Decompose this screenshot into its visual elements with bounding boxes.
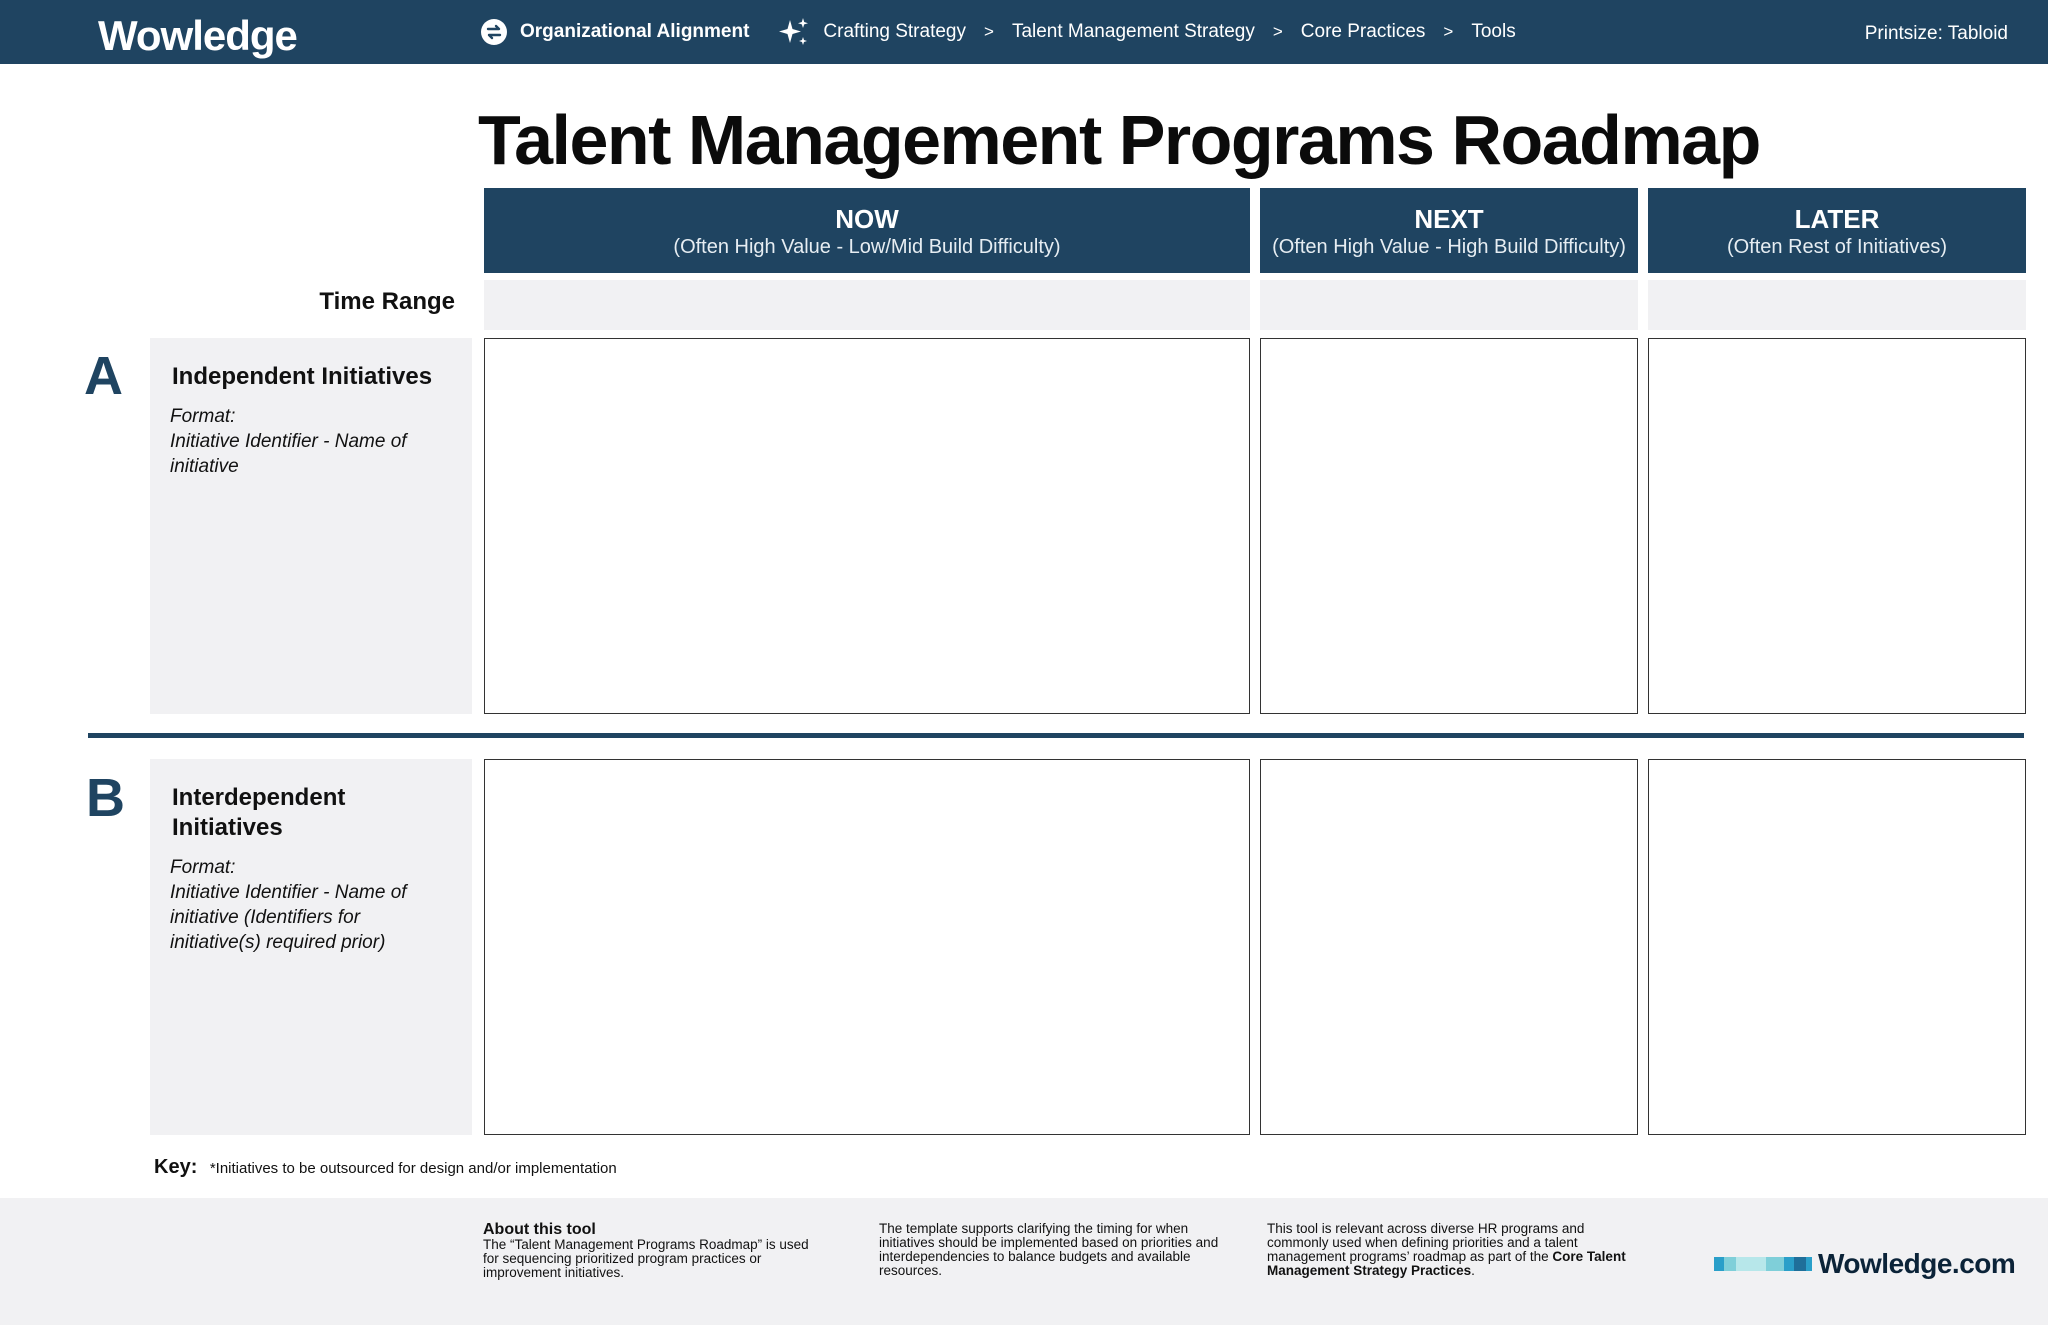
time-range-later-field[interactable] xyxy=(1648,280,2026,330)
row-format-label: Format: xyxy=(170,857,236,878)
row-format-text: Initiative Identifier - Name of initiative xyxy=(170,431,407,477)
column-header-next xyxy=(1260,188,1638,273)
column-header-label: NOW xyxy=(835,204,899,234)
time-range-next-field[interactable] xyxy=(1260,280,1638,330)
cell-b-now[interactable] xyxy=(484,759,1250,1135)
breadcrumb-organizational-alignment[interactable]: Organizational Alignment xyxy=(520,21,750,42)
breadcrumb-tools[interactable]: Tools xyxy=(1471,21,1516,42)
breadcrumb-crafting-strategy[interactable]: Crafting Strategy xyxy=(823,21,966,42)
breadcrumb-separator: > xyxy=(984,22,994,41)
breadcrumb xyxy=(480,0,1516,64)
footer-relevance xyxy=(1267,1222,1627,1278)
footer-relevance-link[interactable]: Core Talent Management Strategy Practices xyxy=(1267,1249,1626,1278)
column-header-now xyxy=(484,188,1250,273)
column-header-later xyxy=(1648,188,2026,273)
wowledge-logo[interactable]: Wowledge xyxy=(98,12,297,59)
footer-about xyxy=(483,1222,823,1280)
top-bar xyxy=(0,0,2048,64)
brand-bars-icon xyxy=(1714,1257,1812,1271)
footer-description: The template supports clarifying the timing for when initiatives should be implemented based on priorities and interdependencies to balance budgets and available resources. xyxy=(879,1221,1219,1278)
cell-b-later[interactable] xyxy=(1648,759,2026,1135)
row-title: Interdependent Initiatives xyxy=(172,784,346,841)
section-divider xyxy=(88,733,2024,738)
row-label-independent xyxy=(150,338,472,714)
row-letter-b: B xyxy=(86,768,125,828)
time-range-label: Time Range xyxy=(319,288,455,315)
row-title: Independent Initiatives xyxy=(172,363,433,390)
cell-b-next[interactable] xyxy=(1260,759,1638,1135)
page-title: Talent Management Programs Roadmap xyxy=(478,101,1760,179)
footer xyxy=(0,1198,2048,1325)
sparkle-icon xyxy=(777,16,811,48)
cell-a-later[interactable] xyxy=(1648,338,2026,714)
column-header-label: LATER xyxy=(1794,204,1880,234)
row-format-label: Format: xyxy=(170,406,236,427)
footer-about-title: About this tool xyxy=(483,1221,596,1238)
key-legend xyxy=(154,1153,617,1183)
footer-brand[interactable] xyxy=(1714,1248,2015,1280)
column-header-label: NEXT xyxy=(1414,204,1484,234)
breadcrumb-separator: > xyxy=(1443,22,1454,41)
printsize-label: Printsize: Tabloid xyxy=(1864,23,2008,44)
cell-a-now[interactable] xyxy=(484,338,1250,714)
brand-wordmark: Wowledge.com xyxy=(1818,1248,2016,1279)
column-header-subtitle: (Often High Value - Low/Mid Build Difficulty) xyxy=(673,236,1061,258)
key-text: *Initiatives to be outsourced for design and/or implementation xyxy=(209,1160,617,1177)
row-format-text: Initiative Identifier - Name of initiative (Identifiers for initiative(s) required prior) xyxy=(170,882,407,953)
footer-relevance-end: . xyxy=(1471,1263,1475,1278)
row-label-interdependent xyxy=(150,759,472,1135)
breadcrumb-core-practices[interactable]: Core Practices xyxy=(1300,21,1426,42)
time-range-now-field[interactable] xyxy=(484,280,1250,330)
cell-a-next[interactable] xyxy=(1260,338,1638,714)
footer-relevance-text: This tool is relevant across diverse HR programs and commonly used when defining priorities and a talent management programs’ roadmap as part of the xyxy=(1267,1221,1585,1264)
breadcrumb-talent-management-strategy[interactable]: Talent Management Strategy xyxy=(1011,21,1255,42)
key-label: Key: xyxy=(154,1156,198,1178)
swap-arrows-icon xyxy=(480,18,508,46)
row-letter-a: A xyxy=(84,346,123,406)
column-header-subtitle: (Often High Value - High Build Difficulty) xyxy=(1272,236,1626,258)
breadcrumb-separator: > xyxy=(1272,22,1283,41)
footer-about-text: The “Talent Management Programs Roadmap” is used for sequencing prioritized program practices or improvement initiatives. xyxy=(483,1237,809,1280)
column-header-subtitle: (Often Rest of Initiatives) xyxy=(1726,236,1948,258)
